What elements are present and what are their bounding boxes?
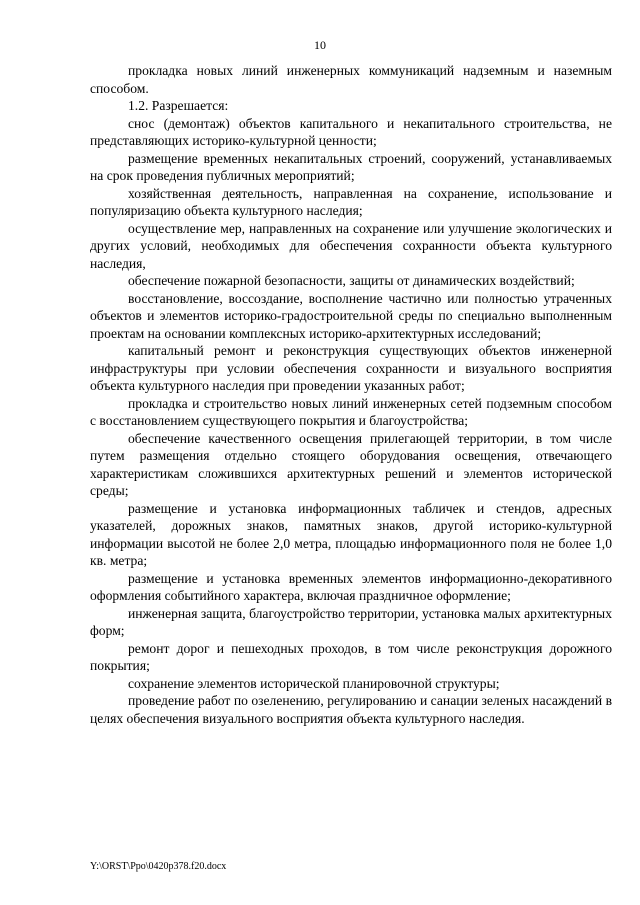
document-body xyxy=(90,62,612,727)
paragraph: снос (демонтаж) объектов капитального и некапитального строительства, не представляющих историко-культурной ценности; xyxy=(90,115,612,148)
paragraph: восстановление, воссоздание, восполнение частично или полностью утраченных объектов и элементов историко-градостроительной среды по специально выполненным проектам на основании комплексных историко-архитектурных исследований; xyxy=(90,290,612,341)
paragraph: размещение и установка информационных табличек и стендов, адресных указателей, дорожных знаков, памятных знаков, другой историко-культурной информации высотой не более 2,0 метра, площадью информационного поля не более 1,0 кв. метра; xyxy=(90,500,612,568)
paragraph: осуществление мер, направленных на сохранение или улучшение экологических и других условий, необходимых для обеспечения сохранности объекта культурного наследия, xyxy=(90,220,612,271)
paragraph: проведение работ по озеленению, регулированию и санации зеленых насаждений в целях обеспечения визуального восприятия объекта культурного наследия. xyxy=(90,693,612,726)
paragraph: обеспечение качественного освещения прилегающей территории, в том числе путем размещения отдельно стоящего оборудования освещения, отвечающего характеристикам сложившихся архитектурных решений и элементов исторической среды; xyxy=(90,430,612,498)
paragraph: размещение и установка временных элементов информационно-декоративного оформления событийного характера, включая праздничное оформление; xyxy=(90,570,612,603)
paragraph: прокладка и строительство новых линий инженерных сетей подземным способом с восстановлением существующего покрытия и благоустройства; xyxy=(90,395,612,428)
paragraph: обеспечение пожарной безопасности, защиты от динамических воздействий; xyxy=(128,273,575,288)
paragraph: инженерная защита, благоустройство территории, установка малых архитектурных форм; xyxy=(90,605,612,638)
section-heading: 1.2. Разрешается: xyxy=(128,98,229,113)
paragraph: ремонт дорог и пешеходных проходов, в том числе реконструкция дорожного покрытия; xyxy=(90,640,612,673)
paragraph: прокладка новых линий инженерных коммуникаций надземным и наземным способом. xyxy=(90,63,612,96)
paragraph: капитальный ремонт и реконструкция существующих объектов инженерной инфраструктуры при условии обеспечения сохранности и визуального восприятия объекта культурного наследия при проведении указанных работ; xyxy=(90,343,612,393)
paragraph: хозяйственная деятельность, направленная на сохранение, использование и популяризацию объекта культурного наследия; xyxy=(90,185,612,218)
paragraph: сохранение элементов исторической планировочной структуры; xyxy=(128,675,500,691)
file-path-footer: Y:\ORST\Ppo\0420p378.f20.docx xyxy=(90,861,227,872)
page-number: 10 xyxy=(314,38,326,52)
paragraph: размещение временных некапитальных строений, сооружений, устанавливаемых на срок проведения публичных мероприятий; xyxy=(90,150,612,183)
